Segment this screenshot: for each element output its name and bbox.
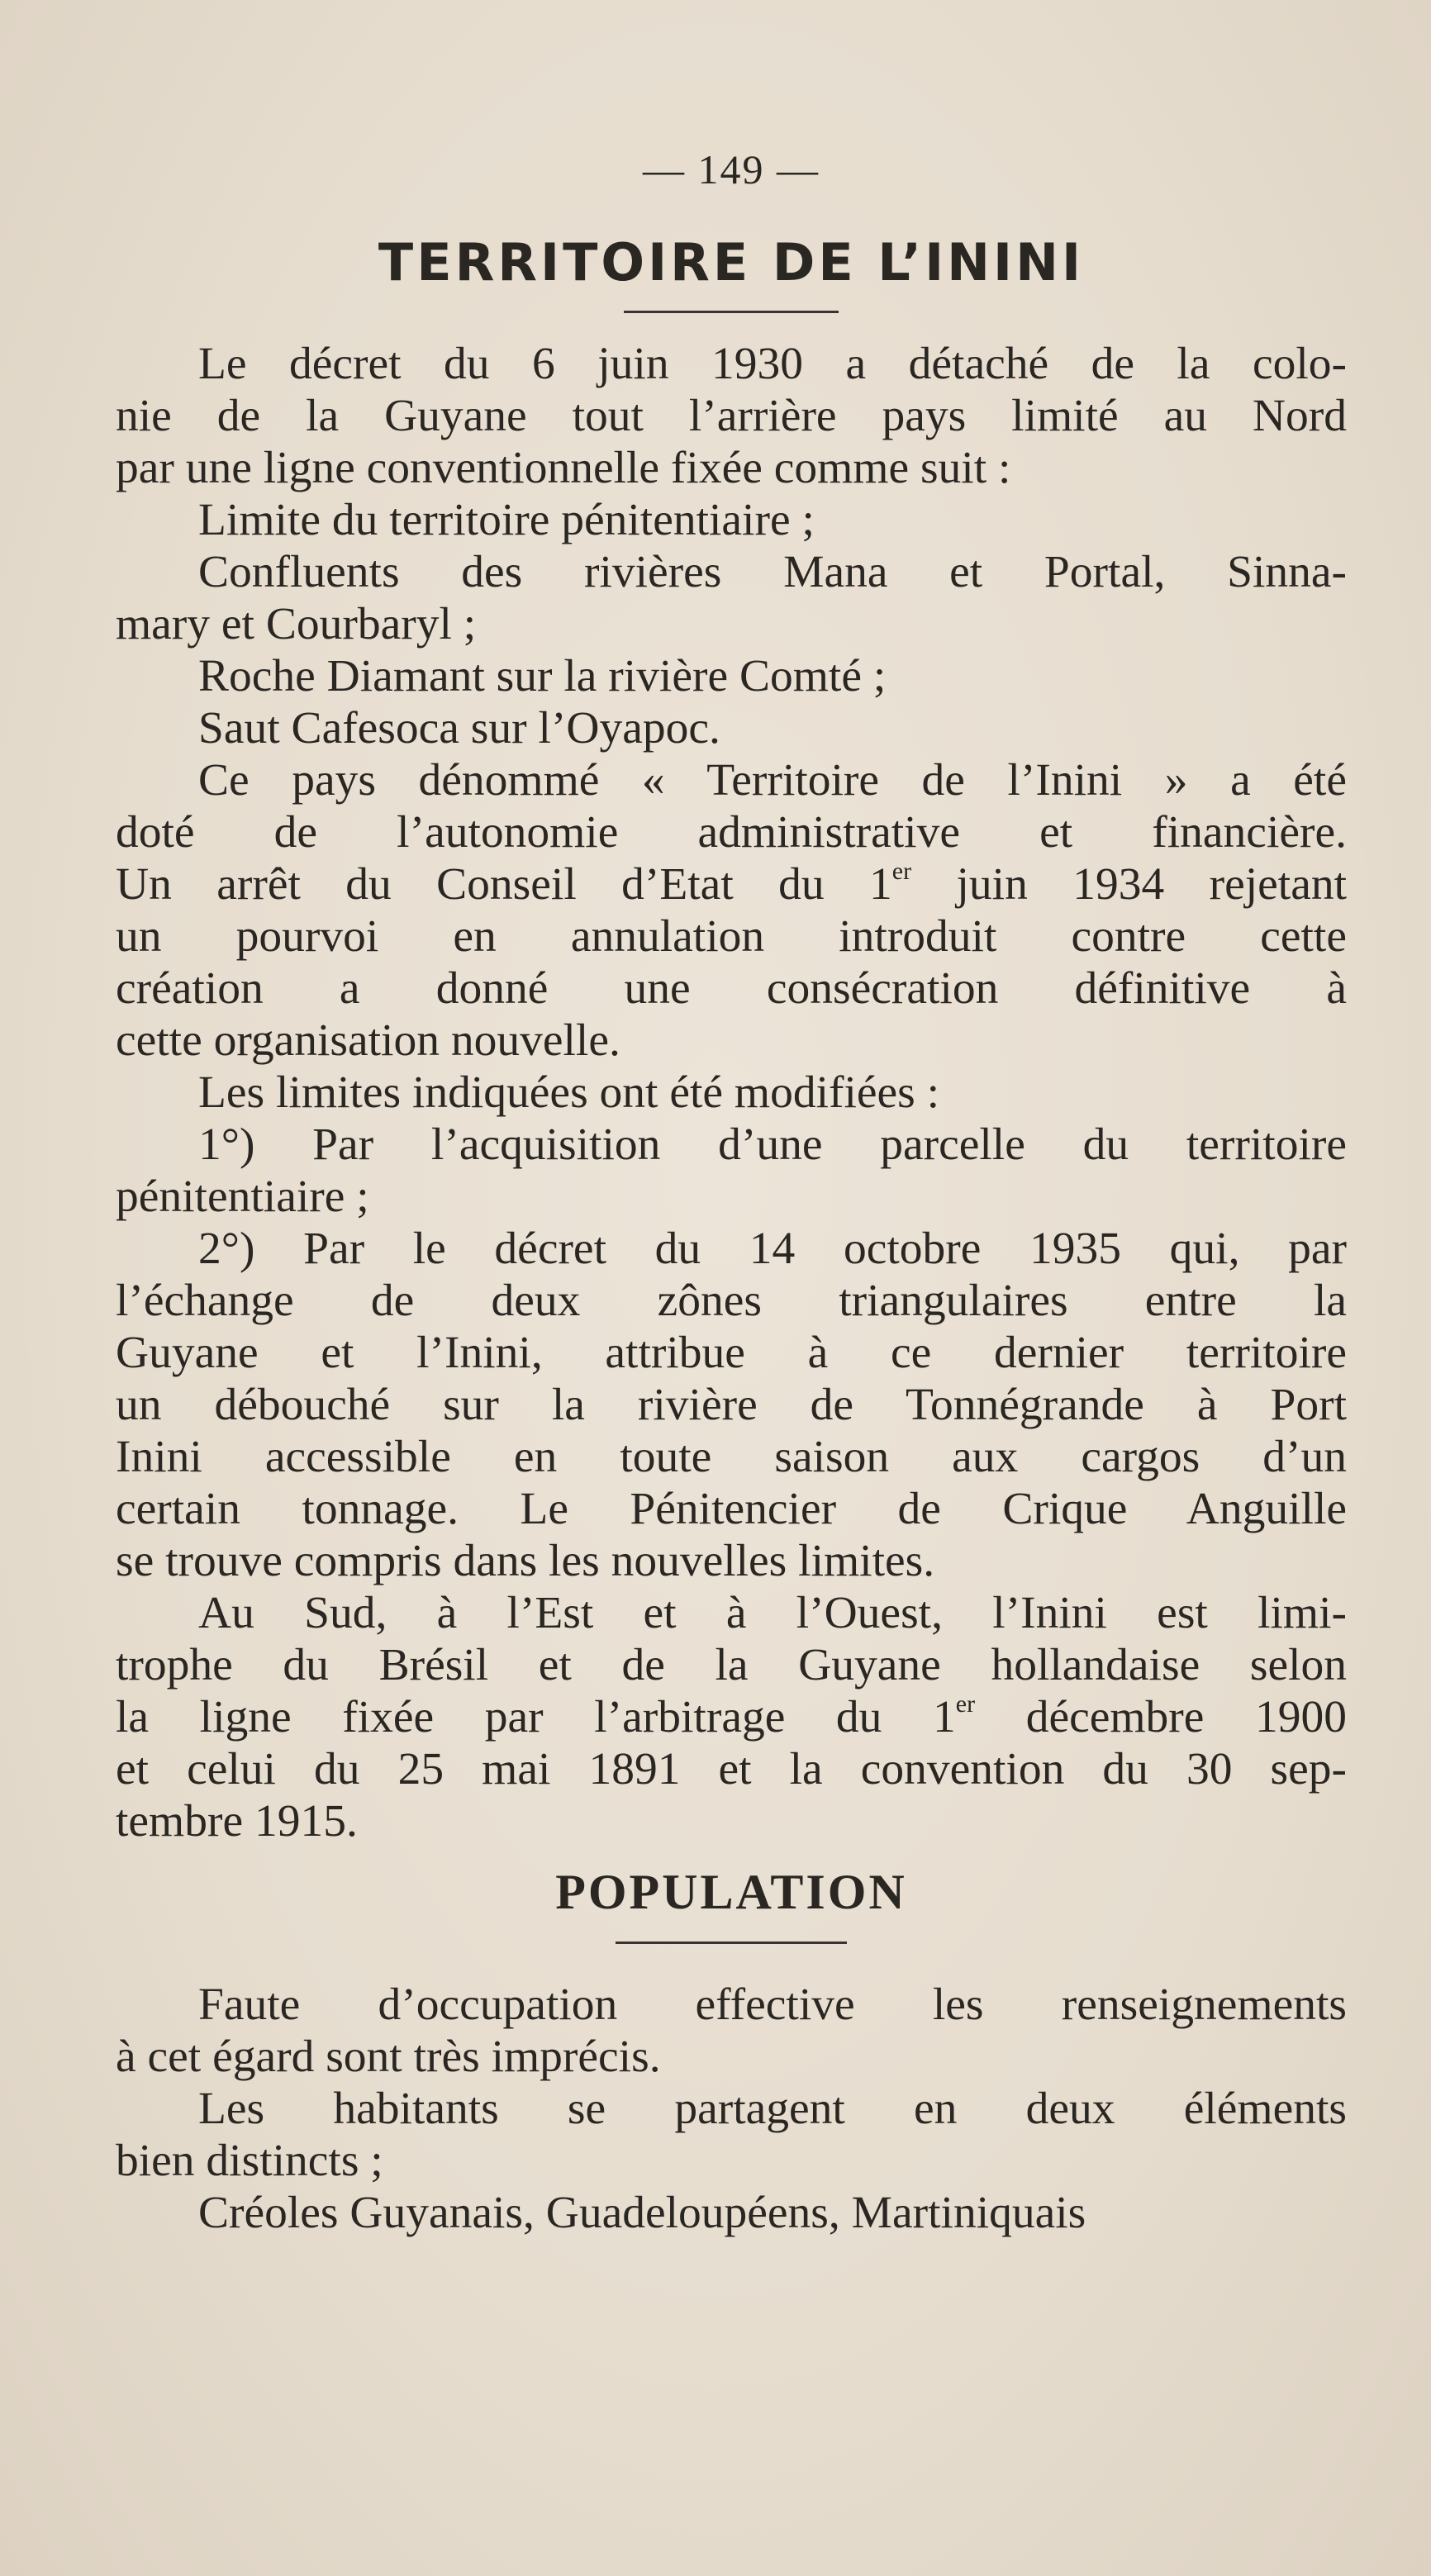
text-line: mary et Courbaryl ;	[116, 599, 477, 649]
text-line: tembre 1915.	[116, 1796, 358, 1846]
text-line: Confluents des rivières Mana et Portal, Sinna-	[198, 547, 1347, 597]
text-line: Les limites indiquées ont été modifiées :	[198, 1067, 940, 1118]
section-title: TERRITOIRE DE L’ININI	[378, 232, 1085, 292]
text-line: par une ligne conventionnelle fixée comme suit :	[116, 443, 1011, 493]
text-line: bien distincts ;	[116, 2136, 383, 2186]
text-line: Guyane et l’Inini, attribue à ce dernier territoire	[116, 1328, 1347, 1378]
section-body	[116, 338, 1347, 1847]
document-page	[116, 140, 1347, 2239]
text-line: l’échange de deux zônes triangulaires entre la	[116, 1276, 1347, 1326]
paragraph	[116, 546, 1347, 650]
population-title: POPULATION	[555, 1865, 907, 1919]
paragraph	[116, 2083, 1347, 2187]
text-line: un pourvoi en annulation introduit contre cette	[116, 911, 1347, 962]
text-line: nie de la Guyane tout l’arrière pays limité au Nord	[116, 391, 1347, 441]
text-line: Inini accessible en toute saison aux cargos d’un	[116, 1432, 1347, 1482]
text-line: cette organisation nouvelle.	[116, 1015, 620, 1066]
population-body	[116, 1979, 1347, 2239]
paragraph	[116, 338, 1347, 494]
page-number: — 149 —	[643, 146, 820, 192]
text-line: Un arrêt du Conseil d’Etat du 1er juin 1934 rejetant	[116, 858, 1347, 910]
paragraph	[116, 2187, 1347, 2239]
text-line: trophe du Brésil et de la Guyane hollandaise selon	[116, 1640, 1347, 1690]
text-line: 2°) Par le décret du 14 octobre 1935 qui, par	[198, 1224, 1347, 1274]
text-line: et celui du 25 mai 1891 et la convention du 30 sep-	[116, 1744, 1347, 1794]
paragraph	[116, 702, 1347, 754]
title-rule	[624, 311, 839, 313]
text-line: pénitentiaire ;	[116, 1172, 369, 1222]
text-line: Faute d’occupation effective les renseignements	[198, 1980, 1347, 2030]
text-line: Limite du territoire pénitentiaire ;	[198, 495, 815, 545]
text-line: création a donné une consécration définitive à	[116, 963, 1347, 1014]
text-line: la ligne fixée par l’arbitrage du 1er décembre 1900	[116, 1690, 1348, 1742]
text-line: Ce pays dénommé « Territoire de l’Inini » a été	[198, 755, 1347, 806]
text-line: Roche Diamant sur la rivière Comté ;	[198, 651, 887, 701]
population-rule	[616, 1942, 847, 1944]
text-line: Créoles Guyanais, Guadeloupéens, Martiniquais	[198, 2188, 1086, 2238]
text-line: Le décret du 6 juin 1930 a détaché de la colo-	[198, 339, 1347, 389]
paragraph	[116, 754, 1347, 1067]
text-line: Les habitants se partagent en deux éléments	[198, 2084, 1347, 2134]
text-line: Au Sud, à l’Est et à l’Ouest, l’Inini est limi-	[198, 1588, 1347, 1638]
paragraph	[116, 1223, 1347, 1587]
text-line: 1°) Par l’acquisition d’une parcelle du territoire	[198, 1119, 1347, 1170]
text-line: Saut Cafesoca sur l’Oyapoc.	[198, 703, 720, 753]
text-line: un débouché sur la rivière de Tonnégrande à Port	[116, 1380, 1347, 1430]
paragraph	[116, 1979, 1347, 2083]
paragraph	[116, 494, 1347, 546]
text-line: doté de l’autonomie administrative et financière.	[116, 807, 1347, 858]
paragraph	[116, 1119, 1347, 1223]
text-line: se trouve compris dans les nouvelles limites.	[116, 1536, 935, 1586]
paragraph	[116, 1067, 1347, 1119]
paragraph	[116, 1587, 1347, 1847]
paragraph	[116, 650, 1347, 702]
text-line: certain tonnage. Le Pénitencier de Crique Anguille	[116, 1484, 1347, 1534]
text-line: à cet égard sont très imprécis.	[116, 2032, 661, 2082]
